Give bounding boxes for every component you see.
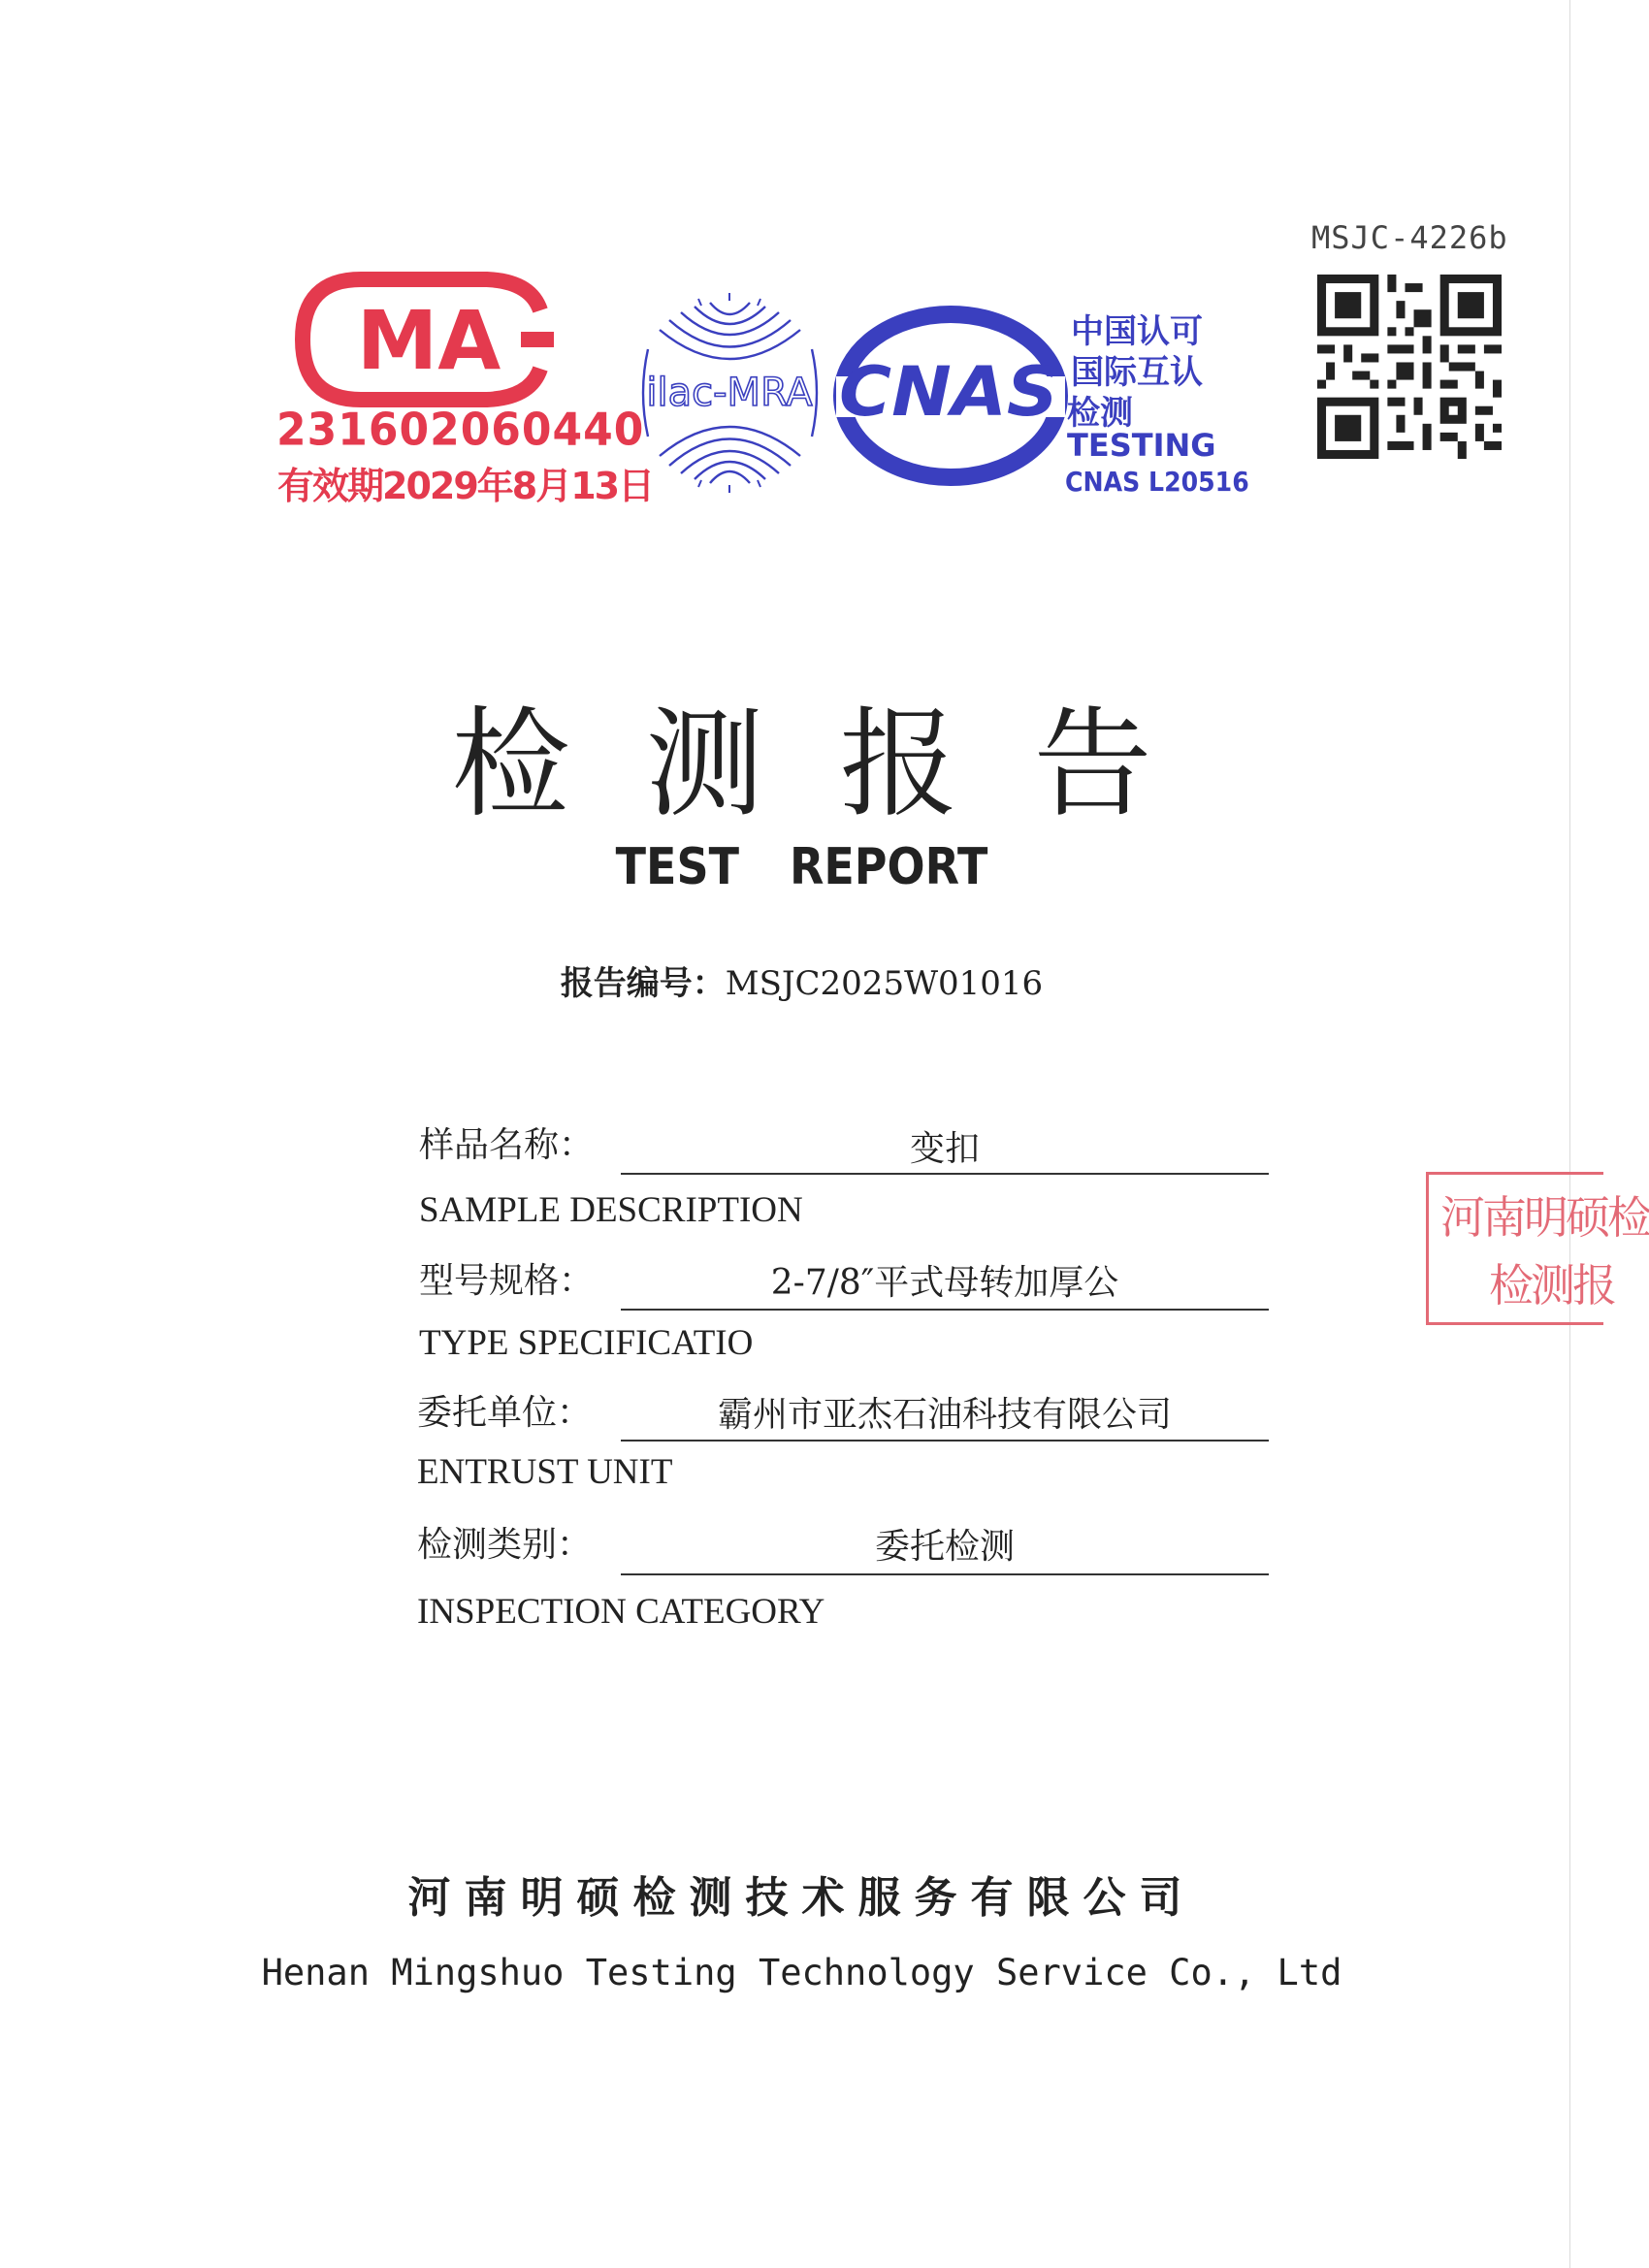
category-label: 检测类别：: [417, 1525, 593, 1565]
sample-label: 样品名称：: [419, 1125, 595, 1165]
report-number-value: MSJC2025W01016: [725, 964, 1044, 1003]
category-underline: [621, 1573, 1269, 1575]
cnas-testing: TESTING: [1067, 427, 1216, 464]
report-number-label: 报告编号：: [560, 964, 726, 1003]
cnas-letters: CNAS: [839, 352, 1058, 432]
cma-letters: MA: [356, 293, 501, 388]
seal-stamp-line-1: 河南明硕检: [1440, 1191, 1649, 1244]
company-name-en: Henan Mingshuo Testing Technology Service Co., Ltd: [261, 1952, 1342, 1993]
type-label-en: TYPE SPECIFICATIO: [419, 1323, 754, 1363]
sample-label-en: SAMPLE DESCRIPTION: [419, 1190, 803, 1230]
category-value: 委托检测: [874, 1527, 1015, 1567]
cma-validity: 有效期2029年8月13日: [277, 465, 654, 507]
client-label-en: ENTRUST UNIT: [417, 1452, 673, 1492]
cma-number: 231602060440: [276, 404, 645, 457]
type-value: 2-7/8″平式母转加厚公: [770, 1263, 1119, 1303]
type-label: 型号规格：: [419, 1261, 595, 1301]
client-underline: [621, 1440, 1269, 1442]
seal-stamp-line-2: 检测报: [1489, 1259, 1614, 1312]
cnas-code: CNAS L20516: [1065, 466, 1249, 498]
client-value: 霸州市亚杰石油科技有限公司: [717, 1395, 1172, 1435]
ilac-mra-text: ilac-MRA: [646, 371, 813, 415]
cnas-line-2: 国际互认: [1071, 353, 1203, 392]
cnas-line-1: 中国认可: [1071, 312, 1203, 351]
cnas-logo-icon: [836, 308, 1065, 483]
category-label-en: INSPECTION CATEGORY: [417, 1592, 825, 1632]
page-edge: [1569, 0, 1570, 2268]
cnas-line-3: 检测: [1067, 394, 1133, 433]
page-title-en: TEST REPORT: [615, 836, 988, 896]
sample-value: 变扣: [909, 1129, 980, 1169]
sample-underline: [621, 1173, 1269, 1175]
type-underline: [621, 1309, 1269, 1311]
ilac-mra-logo-icon: [630, 291, 829, 495]
cma-logo-icon: [293, 272, 555, 407]
qr-code-icon: [1317, 275, 1502, 459]
page-title-cn: 检测报告: [451, 696, 1228, 833]
seal-stamp: [1426, 1172, 1649, 1325]
report-number: [0, 956, 1603, 1004]
company-name-cn: 河南明硕检测技术服务有限公司: [407, 1873, 1196, 1923]
document-code: MSJC-4226b: [1311, 219, 1508, 256]
client-label: 委托单位：: [417, 1393, 593, 1433]
